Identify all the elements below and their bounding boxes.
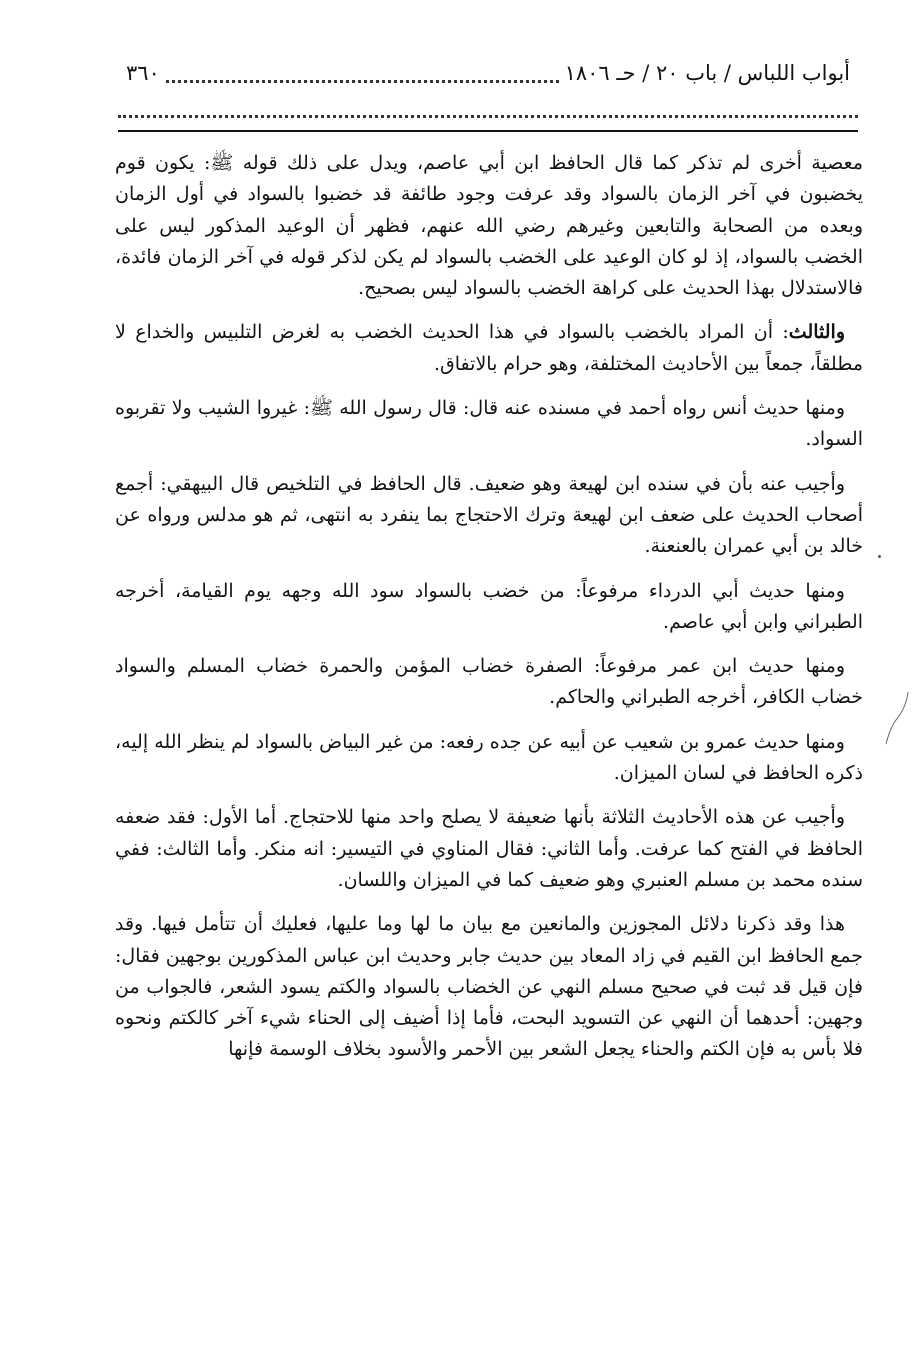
header-dotted-rule xyxy=(118,115,858,118)
paragraph-2 xyxy=(115,317,863,380)
paragraph-3: ومنها حديث أنس رواه أحمد في مسنده عنه قال: قال رسول الله ﷺ: غيروا الشيب ولا تقربوه السواد. xyxy=(115,397,863,451)
paragraph-7: ومنها حديث عمرو بن شعيب عن أبيه عن جده رفعه: من غير البياض بالسواد لم ينظر الله إليه، ذكره الحافظ في لسان الميزان. xyxy=(115,730,863,785)
paragraph-6: ومنها حديث ابن عمر مرفوعاً: الصفرة خضاب المؤمن والحمرة خضاب المسلم والسواد خضاب الكافر، أخرجه الطبراني والحاكم. xyxy=(115,655,863,709)
paragraph-5: ومنها حديث أبي الدرداء مرفوعاً: من خضب بالسواد سود الله وجهه يوم القيامة، أخرجه الطبراني وابن أبي عاصم. xyxy=(115,579,863,633)
paragraph-1: معصية أخرى لم تذكر كما قال الحافظ ابن أبي عاصم، ويدل على ذلك قوله ﷺ: يكون قوم يخضبون في آخر الزمان بالسواد وقد عرفت وجود طائفة قد خضبوا بالسواد في أول الزمان وبعده من الصحابة والتابعين وغيرهم رضي الله عنهم، فظهر أن الوعيد المذكور ليس على الخضب بالسواد، إذ لو كان الوعيد على الخضب بالسواد لم يكن لذكر قوله في آخر الزمان فائدة، فالاستدلال بهذا الحديث على كراهة الخضب بالسواد ليس بصحيح. xyxy=(115,152,863,300)
paragraph-4: وأجيب عنه بأن في سنده ابن لهيعة وهو ضعيف. قال الحافظ في التلخيص قال البيهقي: أجمع أصحاب الحديث على ضعف ابن لهيعة وترك الاحتجاج بما ينفرد به انتهى، ثم هو مدلس ورواه عن خالد بن أبي عمران بالعنعنة. xyxy=(115,472,863,558)
page-body xyxy=(115,148,863,1066)
paragraph-2-text: : أن المراد بالخضب بالسواد في هذا الحديث الخضب به لغرض التلبيس والخداع لا مطلقاً، جمعاً بين الأحاديث المختلفة، وهو حرام بالاتفاق. xyxy=(115,321,863,375)
page-header xyxy=(118,58,858,88)
paragraph-9: هذا وقد ذكرنا دلائل المجوزين والمانعين مع بيان ما لها وما عليها، فعليك أن تتأمل فيها. وقد جمع الحافظ ابن القيم في زاد المعاد بين حديث جابر وحديث ابن عباس المذكورين بوجهين فقال: فإن قيل قد ثبت في صحيح مسلم النهي عن الخضاب بالسواد والكتم يسود الشعر، فالجواب من وجهين: أحدهما أن النهي عن التسويد البحت، فأما إذا أضيف إلى الحناء شيء آخر كالكتم ونحوه فلا بأس به فإن الكتم والحناء يجعل الشعر بين الأحمر والأسود بخلاف الوسمة فإنها xyxy=(115,913,863,1061)
paragraph-8: وأجيب عن هذه الأحاديث الثلاثة بأنها ضعيفة لا يصلح واحد منها للاحتجاج. أما الأول: فقد ضعفه الحافظ في الفتح كما عرفت. وأما الثاني: فقال المناوي في التيسير: انه منكر. وأما الثالث: ففي سنده محمد بن مسلم العنبري وهو ضعيف كما في الميزان واللسان. xyxy=(115,806,863,891)
page-number: ٣٦٠ xyxy=(126,61,160,85)
scan-speck xyxy=(878,555,881,558)
header-leader-dots xyxy=(166,74,559,83)
paragraph-2-lead: والثالث xyxy=(788,321,846,344)
header-solid-rule xyxy=(118,130,858,132)
running-title: أبواب اللباس / باب ٢٠ / حـ ١٨٠٦ xyxy=(564,61,850,85)
margin-pencil-mark xyxy=(882,690,912,750)
